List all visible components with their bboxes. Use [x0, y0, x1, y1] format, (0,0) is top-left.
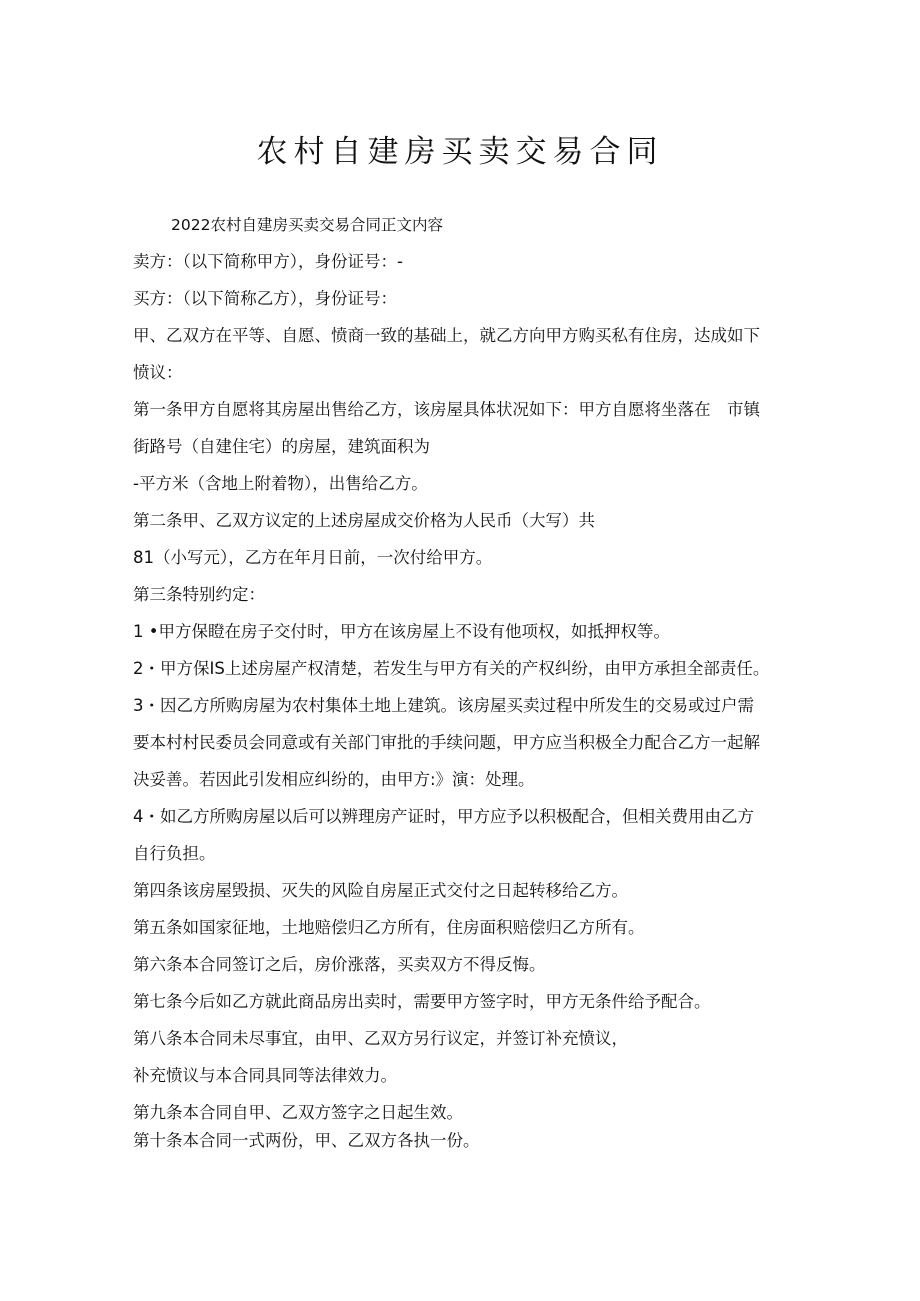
clause-4-line: 自行负担。 — [133, 844, 216, 863]
article-4-line: 第四条该房屋毁损、灭失的风险自房屋正式交付之日起转移给乙方。 — [133, 881, 628, 900]
clause-3-line: 要本村村民委员会同意或有关部门审批的手续问题，甲方应当积极全力配合乙方一起解 — [133, 733, 760, 752]
article-8-line: 补充愤议与本合同具同等法律效力。 — [133, 1066, 397, 1085]
buyer-line: 买方：（以下简称乙方），身份证号： — [133, 289, 397, 308]
article-1-line: 街路号（自建住宅）的房屋，建筑面积为 — [133, 437, 430, 456]
clause-3-line: 决妥善。若因此引发相应纠纷的，由甲方:》演：处理。 — [133, 770, 535, 789]
clause-1-line: 1 •甲方保瞪在房子交付时，甲方在该房屋上不设有他项权，如抵押权等。 — [133, 622, 670, 641]
preamble-line: 甲、乙双方在平等、自愿、愤商一致的基础上，就乙方向甲方购买私有住房，达成如下 — [133, 326, 760, 345]
article-2-line: 第二条甲、乙双方议定的上述房屋成交价格为人民币（大写）共 — [133, 511, 595, 530]
article-1-line: -平方米（含地上附着物），出售给乙方。 — [133, 474, 428, 493]
article-3-heading: 第三条特别约定： — [133, 585, 265, 604]
document-subtitle: 2022农村自建房买卖交易合同正文内容 — [171, 216, 443, 234]
article-6-line: 第六条本合同签订之后，房价涨落，买卖双方不得反悔。 — [133, 955, 546, 974]
article-8-line: 第八条本合同未尽事宜，由甲、乙双方另行议定，并签订补充愤议， — [133, 1029, 628, 1048]
article-10-line: 第十条本合同一式两份，甲、乙双方各执一份。 — [133, 1131, 480, 1150]
clause-4-line: 4・如乙方所购房屋以后可以辨理房产证时，甲方应予以积极配合，但相关费用由乙方 — [133, 807, 754, 826]
preamble-line-end: 愤议： — [133, 363, 183, 382]
article-2-line: 81（小写元），乙方在年月日前，一次付给甲方。 — [133, 548, 493, 567]
article-9-line: 第九条本合同自甲、乙双方签字之日起生效。 — [133, 1103, 463, 1122]
article-5-line: 第五条如国家征地，土地赔偿归乙方所有，住房面积赔偿归乙方所有。 — [133, 918, 645, 937]
clause-3-line: 3・因乙方所购房屋为农村集体土地上建筑。该房屋买卖过程中所发生的交易或过户需 — [133, 696, 754, 715]
article-7-line: 第七条今后如乙方就此商品房出卖时，需要甲方签字时，甲方无条件给予配合。 — [133, 992, 711, 1011]
article-1-line: 第一条甲方自愿将其房屋出售给乙方，该房屋具体状况如下：甲方自愿将坐落在 市镇 — [133, 400, 760, 419]
seller-line: 卖方：（以下简称甲方），身份证号：- — [133, 252, 403, 271]
clause-2-line: 2・甲方保IS上述房屋产权清楚，若发生与甲方有关的产权纠纷，由甲方承担全部责任。 — [133, 659, 770, 678]
document-title: 农村自建房买卖交易合同 — [256, 134, 664, 170]
